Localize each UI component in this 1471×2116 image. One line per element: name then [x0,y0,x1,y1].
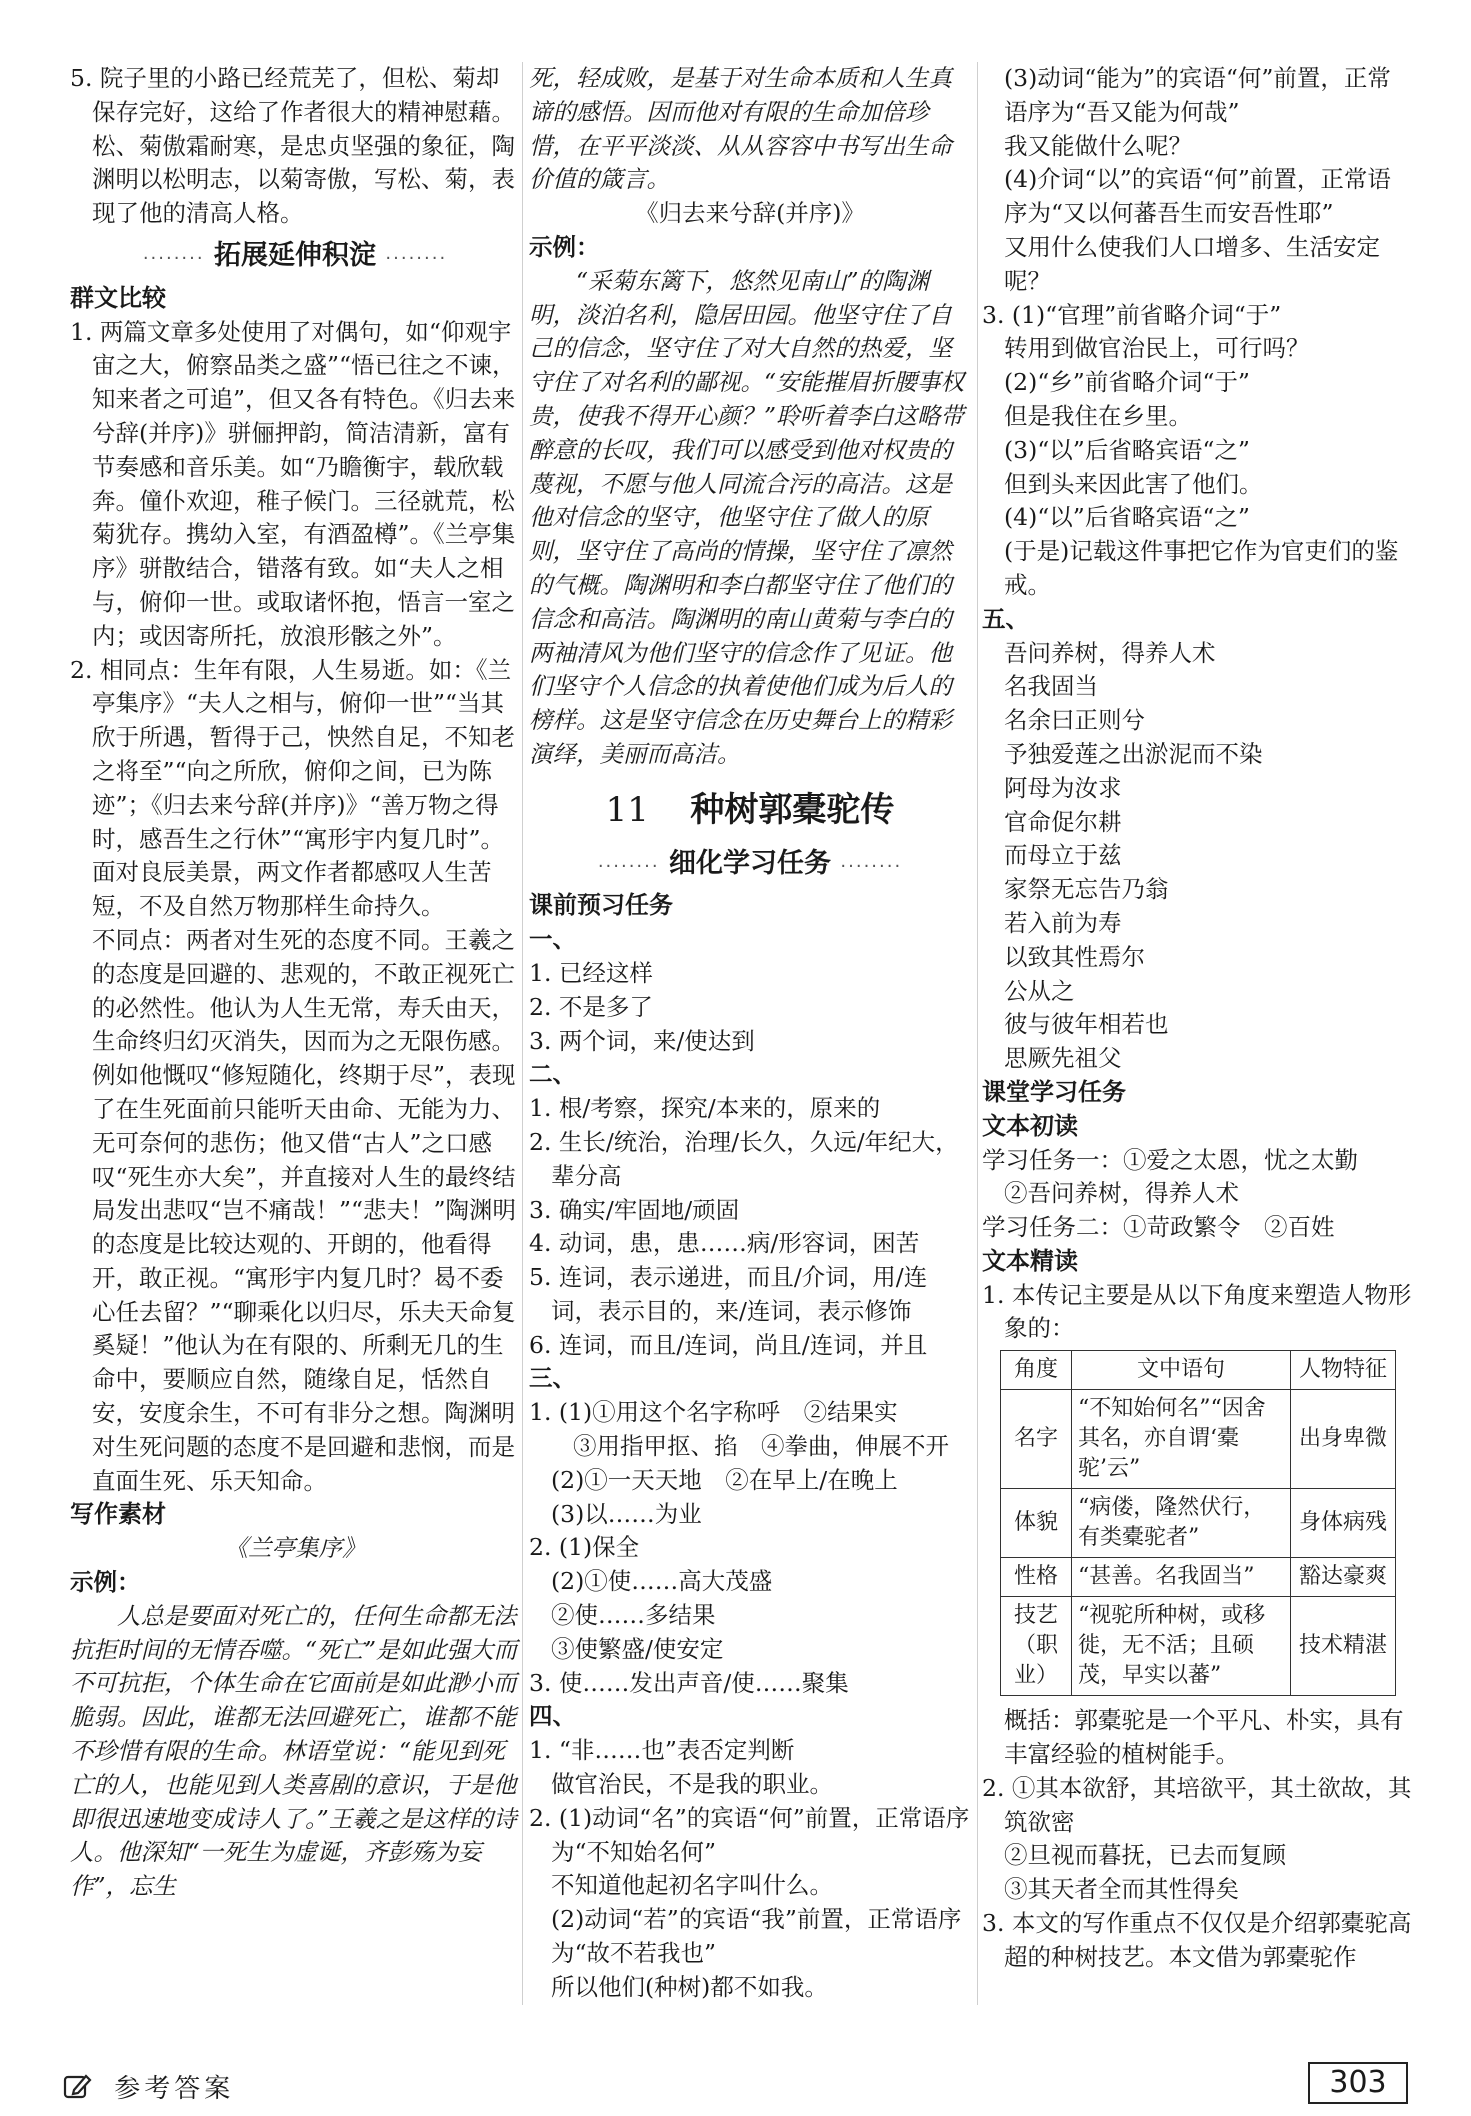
part-4-item: 2. (1)动词“名”的宾语“何”前置，正常语序为“不知始名何” [529,1803,970,1866]
banner-dots: ········ [385,247,448,269]
part-4-item: (2)动词“若”的宾语“我”前置，正常语序为“故不若我也” [551,1905,962,1968]
lesson-number: 11 [605,789,649,830]
part-4-item: 但到头来因此害了他们。 [1004,469,1263,498]
part-1-item: 1. 已经这样 [529,958,653,987]
column-middle [522,62,978,2005]
table-header-cell: 角度 [1001,1351,1072,1390]
part-2-item: 2. 生长/统治，治理/长久，久远/年纪大，辈分高 [529,1127,959,1190]
table-cell: 名字 [1001,1390,1072,1489]
learning-task-2: 学习任务二：①苛政繁令 ②百姓 [982,1213,1335,1242]
part-3-item: 2. (1)保全 [529,1533,640,1562]
part-3-item: ②使……多结果 [551,1601,716,1630]
example-body-guiqu: “采菊东篱下，悠然见南山”的陶渊明，淡泊名利，隐居田园。他坚守住了自己的信念，坚守住了对大自然的热爱，坚守住了对名利的鄙视。“安能摧眉折腰事权贵，使我不得开心颜？”聆听着李白这略带醉意的长叹，我们可以感受到他对权贵的蔑视，不愿与他人同流合污的高洁。这是他对信念的坚守，他坚守住了做人的原则，坚守住了高尚的情操，坚守住了凛然的气概。陶渊明和李白都坚守住了他们的信念和高洁。陶渊明的南山黄菊与李白的两袖清风为他们坚守的信念作了见证。他们坚守个人信念的执着使他们成为后人的榜样。这是坚守信念在历史舞台上的精彩演绎，美丽而高洁。 [529,266,965,768]
close-read-q2: 2. ①其本欲舒，其培欲平，其土欲故，其筑欲密 [982,1773,1412,1836]
table-header-cell: 文中语句 [1072,1351,1291,1390]
part-1-item: 2. 不是多了 [529,992,653,1021]
learning-task-1-b: ②吾问养树，得养人术 [1004,1179,1239,1208]
close-read-heading: 文本精读 [982,1246,1078,1275]
lesson-title [529,789,971,831]
part-4-item: (2)“乡”前省略介词“于” [1004,368,1250,397]
part-2-item: 4. 动词，患，患……病/形容词，困苦 [529,1229,920,1258]
table-cell: 出身卑微 [1291,1390,1396,1489]
compare-item-2-same: 2. 相同点：生年有限，人生易逝。如：《兰亭集序》“夫人之相与，俯仰一世”“当其欣于所遇，暂得于己，怏然自足，不知老之将至”“向之所欣，俯仰之间，已为陈迹”；《归去来兮辞(并序)》“善万物之得时，感吾生之行休”“寓形宇内复几时”。面对良辰美景，两文作者都感叹人生苦短，不及自然万物那样生命持久。 [70,655,515,921]
part-2-item: 3. 确实/牢固地/顽固 [529,1195,740,1224]
summary: 概括：郭橐驼是一个平凡、朴实，具有丰富经验的植树能手。 [1004,1706,1404,1769]
part-3-item: ③用指甲抠、掐 ④拳曲，伸展不开 [573,1432,949,1461]
table-row [1001,1558,1396,1597]
part-4-item: 做官治民，不是我的职业。 [551,1770,833,1799]
table-cell: “视驼所种树，或移徙，无不活；且硕茂，早实以蕃” [1072,1597,1291,1696]
part-4-item: 1. “非……也”表否定判断 [529,1736,795,1765]
part-3-label: 三、 [529,1364,576,1393]
part-4-item: 转用到做官治民上，可行吗？ [1004,334,1310,363]
class-task-heading: 课堂学习任务 [982,1077,1126,1106]
first-read-heading: 文本初读 [982,1111,1078,1140]
part-5-item: 吾问养树，得养人术 [1004,638,1216,667]
table-cell: 豁达豪爽 [1291,1558,1396,1597]
character-table [1000,1350,1396,1696]
example-continued: 死，轻成败，是基于对生命本质和人生真谛的感悟。因而他对有限的生命加倍珍惜，在平平淡淡、从从容容中书写出生命价值的箴言。 [529,64,952,194]
table-row [1001,1489,1396,1558]
table-header-cell: 人物特征 [1291,1351,1396,1390]
close-read-q1: 1. 本传记主要是从以下角度来塑造人物形象的： [982,1280,1412,1343]
part-4-item: (于是)记载这件事把它作为官吏们的鉴戒。 [1004,537,1399,599]
compare-item-2-diff: 不同点：两者对生死的态度不同。王羲之的态度是回避的、悲观的，不敢正视死亡的必然性。他认为人生无常，寿夭由天，生命终归幻灭消失，因而为之无限伤感。例如他慨叹“修短随化，终期于尽”，表现了在生死面前只能听天由命、无能为力、无可奈何的悲伤；他又借“古人”之口感叹“死生亦大矣”，并直接对人生的最终结局发出悲叹“岂不痛哉！”“悲夫！”陶渊明的态度是比较达观的、开朗的，他看得开，敢正视。“寓形宇内复几时？曷不委心任去留？”“聊乘化以归尽，乐夫天命复奚疑！”他认为在有限的、所剩无几的生命中，要顺应自然，随缘自足，恬然自安，安度余生，不可有非分之想。陶渊明对生死问题的态度不是回避和悲悯，而是直面生死、乐天知命。 [92,925,517,1495]
section-banner-extend: ········ 拓展延伸积淀 ········ [142,239,448,271]
part-5-item: 以致其性焉尔 [1004,942,1145,971]
learning-task-1: 学习任务一：①爱之太恩，忧之太勤 [982,1145,1358,1174]
example-body-lanting: 人总是要面对死亡的，任何生命都无法抗拒时间的无情吞噬。“死亡”是如此强大而不可抗拒，个体生命在它面前是如此渺小而脆弱。因此，谁都无法回避死亡，谁都不能不珍惜有限的生命。林语堂说：“能见到死亡的人，也能见到人类喜剧的意识，于是他即很迅速地变成诗人了。”王羲之是这样的诗人。他深知“一死生为虚诞，齐彭殇为妄作”，忘生 [70,1601,518,1901]
answer-5: 5. 院子里的小路已经荒芜了，但松、菊却保存完好，这给了作者很大的精神慰藉。松、菊傲霜耐寒，是忠贞坚强的象征，陶渊明以松明志，以菊寄傲，写松、菊，表现了他的清高人格。 [70,64,515,228]
part-4-item: 我又能做什么呢？ [1004,131,1192,160]
part-5-item: 而母立于兹 [1004,841,1122,870]
part-5-item: 彼与彼年相若也 [1004,1010,1169,1039]
table-cell: “甚善。名我固当” [1072,1558,1291,1597]
part-2-item: 6. 连词，而且/连词，尚且/连词，并且 [529,1330,928,1359]
lanting-title: 《兰亭集序》 [224,1534,366,1563]
part-4-item: (3)“以”后省略宾语“之” [1004,435,1250,464]
part-4-item: 又用什么使我们人口增多、生活安定呢？ [1004,232,1380,295]
part-4-item: (4)介词“以”的宾语“何”前置，正常语序为“又以何蕃吾生而安吾性耶” [1004,165,1391,228]
part-3-item: (2)①使……高大茂盛 [551,1567,773,1596]
writing-material-heading: 写作素材 [70,1500,166,1529]
part-5-item: 官命促尔耕 [1004,807,1122,836]
part-5-item: 家祭无忘告乃翁 [1004,875,1169,904]
part-3-item: 3. 使……发出声音/使……聚集 [529,1668,849,1697]
guiqu-title: 《归去来兮辞(并序)》 [635,199,865,228]
table-cell: 性格 [1001,1558,1072,1597]
part-1-item: 3. 两个词，来/使达到 [529,1026,755,1055]
footer-label: 参考答案 [114,2074,235,2104]
table-row [1001,1390,1396,1489]
part-4-label: 四、 [529,1702,576,1731]
part-3-item: ③使繁盛/使安定 [551,1634,724,1663]
part-2-item: 1. 根/考察，探究/本来的，原来的 [529,1094,881,1123]
section-banner-tasks: ········ 细化学习任务 ········ [597,847,903,879]
footer [62,2068,234,2108]
banner-dots: ········ [142,247,205,269]
banner-dots: ········ [840,855,903,877]
part-5-label: 五、 [982,604,1029,633]
part-5-item: 予独爱莲之出淤泥而不染 [1004,739,1263,768]
part-3-item: (3)以……为业 [551,1499,702,1528]
pen-icon [62,2071,92,2108]
column-left [70,62,520,1904]
close-read-q2-c: ③其天者全而其性得矣 [1004,1875,1239,1904]
column-right [982,62,1412,1975]
group-compare-heading: 群文比较 [70,283,166,312]
part-5-item: 公从之 [1004,976,1075,1005]
table-cell: “病偻，隆然伏行，有类橐驼者” [1072,1489,1291,1558]
table-cell: “不知始何名”“因舍其名，亦自谓‘橐驼’云” [1072,1390,1291,1489]
part-5-item: 若入前为寿 [1004,908,1122,937]
table-cell: 身体病残 [1291,1489,1396,1558]
example-label: 示例： [529,232,600,261]
part-1-label: 一、 [529,925,576,954]
part-4-item: (3)动词“能为”的宾语“何”前置，正常语序为“吾又能为何哉” [1004,64,1391,126]
banner-dots: ········ [597,855,660,877]
part-5-item: 名余曰正则兮 [1004,706,1145,735]
example-label: 示例： [70,1568,141,1597]
preview-heading: 课前预习任务 [529,891,673,920]
table-row [1001,1597,1396,1696]
table-cell: 体貌 [1001,1489,1072,1558]
part-3-item: (2)①一天天地 ②在早上/在晚上 [551,1465,898,1494]
lesson-name: 种树郭橐驼传 [690,789,895,830]
table-cell: 技艺（职业） [1001,1597,1072,1696]
table-header-row [1001,1351,1396,1390]
page-number: 303 [1308,2062,1408,2104]
part-4-item: 但是我住在乡里。 [1004,401,1192,430]
part-2-item: 5. 连词，表示递进，而且/介词，用/连词，表示目的，来/连词，表示修饰 [529,1263,928,1325]
part-4-item: 所以他们(种树)都不如我。 [551,1972,828,2001]
part-5-item: 思厥先祖父 [1004,1044,1122,1073]
compare-item-1: 1. 两篇文章多处使用了对偶句，如“仰观宇宙之大，俯察品类之盛”“悟已往之不谏，知来者之可追”，但又各有特色。《归去来兮辞(并序)》骈俪押韵，简洁清新，富有节奏感和音乐美。如“乃瞻衡宇，载欣载奔。僮仆欢迎，稚子候门。三径就荒，松菊犹存。携幼入室，有酒盈樽”。《兰亭集序》骈散结合，错落有致。如“夫人之相与，俯仰一世。或取诸怀抱，悟言一室之内；或因寄所托，放浪形骸之外”。 [70,317,516,650]
part-4-item: 不知道他起初名字叫什么。 [551,1871,833,1900]
table-cell: 技术精湛 [1291,1597,1396,1696]
part-2-label: 二、 [529,1060,576,1089]
part-5-item: 阿母为汝求 [1004,773,1122,802]
part-4-item: (4)“以”后省略宾语“之” [1004,503,1250,532]
close-read-q2-b: ②旦视而暮抚，已去而复顾 [1004,1841,1286,1870]
part-3-item: 1. (1)①用这个名字称呼 ②结果实 [529,1398,898,1427]
close-read-q3: 3. 本文的写作重点不仅仅是介绍郭橐驼高超的种树技艺。本文借为郭橐驼作 [982,1909,1412,1971]
part-5-item: 名我固当 [1004,672,1098,701]
part-4-item: 3. (1)“官理”前省略介词“于” [982,300,1282,329]
